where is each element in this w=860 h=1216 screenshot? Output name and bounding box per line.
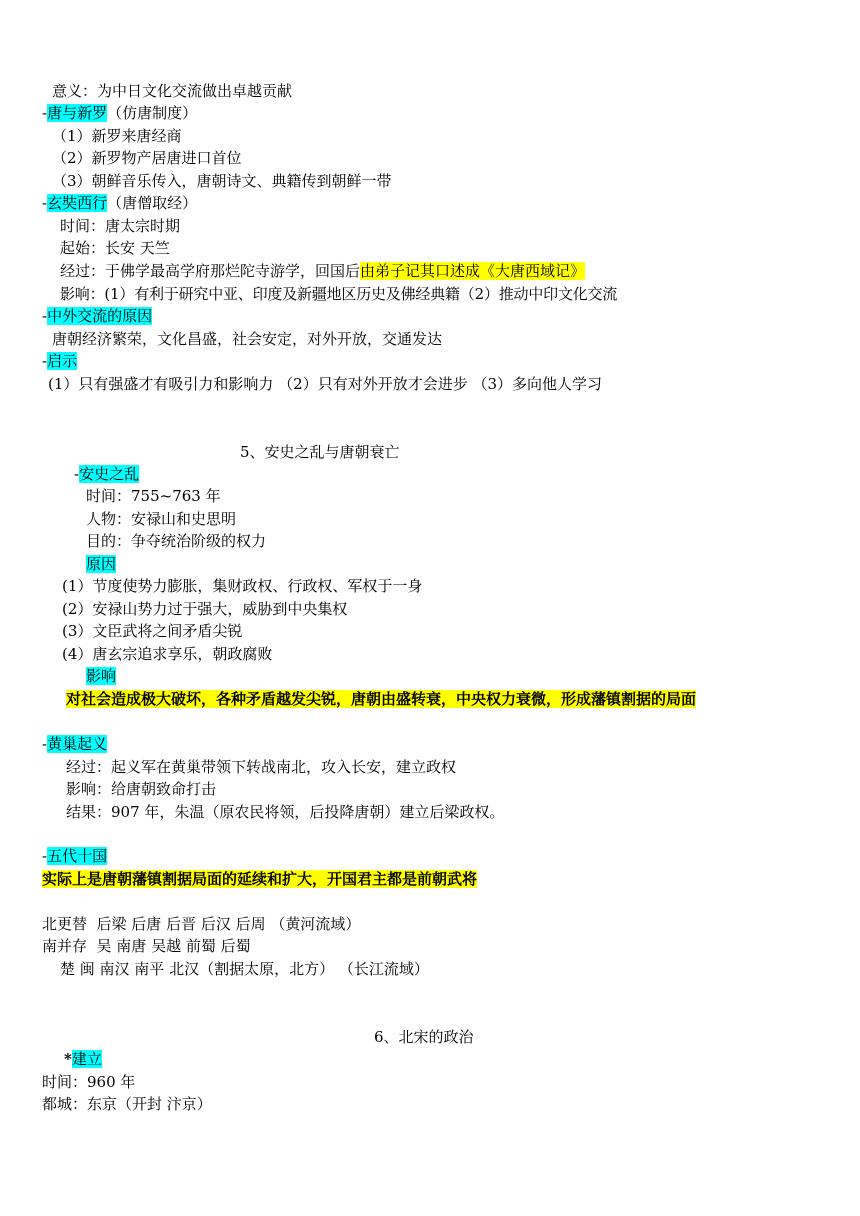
huangchao-effect: 影响：给唐朝致命打击 bbox=[66, 780, 217, 798]
xuanzang-start: 起始：长安 天竺 bbox=[60, 239, 170, 257]
highlight-wudai-text: 实际上是唐朝藩镇割据局面的延续和扩大，开国君主都是前朝武将 bbox=[42, 870, 478, 888]
anshi-effect-text bbox=[66, 689, 696, 709]
qishi-text: (1）只有强盛才有吸引力和影响力 （2）只有对外开放才会进步 （3）多向他人学习 bbox=[48, 375, 603, 393]
yiyi-line: 意义：为中日文化交流做出卓越贡献 bbox=[52, 82, 293, 100]
highlight-effect-text: 对社会造成极大破坏，各种矛盾越发尖锐，唐朝由盛转衰，中央权力衰微，形成藩镇割据的局面 bbox=[66, 690, 697, 708]
xuanzang-time: 时间：唐太宗时期 bbox=[60, 217, 181, 235]
highlight-huangchao: 黄巢起义 bbox=[47, 735, 108, 753]
highlight-process: 由弟子记其口述成《大唐西域记》 bbox=[360, 262, 586, 280]
heading-reason bbox=[42, 306, 152, 326]
anshi-effect-label bbox=[86, 666, 116, 686]
star: * bbox=[64, 1050, 72, 1068]
reason-text: 唐朝经济繁荣，文化昌盛，社会安定，对外开放，交通发达 bbox=[52, 330, 443, 348]
xinluo-item-2: （2）新罗物产居唐进口首位 bbox=[52, 149, 242, 167]
song-capital: 都城：东京（开封 汴京） bbox=[42, 1095, 212, 1113]
process-text: 经过：于佛学最高学府那烂陀寺游学，回国后 bbox=[60, 262, 361, 280]
xinluo-item-3: （3）朝鲜音乐传入，唐朝诗文、典籍传到朝鲜一带 bbox=[52, 172, 392, 190]
south-kingdoms: 楚 闽 南汉 南平 北汉（割据太原，北方） （长江流域） bbox=[60, 960, 429, 978]
heading-wudai bbox=[42, 846, 107, 866]
huangchao-result: 结果：907 年，朱温（原农民将领，后投降唐朝）建立后梁政权。 bbox=[66, 803, 505, 821]
anshi-cause-label bbox=[86, 554, 116, 574]
highlight-wudai: 五代十国 bbox=[47, 847, 108, 865]
highlight-reason: 中外交流的原因 bbox=[47, 307, 153, 325]
heading-huangchao bbox=[42, 734, 107, 754]
anshi-goal: 目的：争夺统治阶级的权力 bbox=[86, 532, 267, 550]
dash: - bbox=[42, 735, 48, 753]
highlight-xuanzang: 玄奘西行 bbox=[47, 194, 108, 212]
highlight-qishi: 启示 bbox=[47, 352, 78, 370]
heading-note: （仿唐制度） bbox=[107, 104, 198, 122]
highlight-effect: 影响 bbox=[86, 667, 117, 685]
dash: - bbox=[42, 307, 48, 325]
section-5-title: 5、安史之乱与唐朝衰亡 bbox=[240, 443, 400, 461]
south-dynasties: 南并存 吴 南唐 吴越 前蜀 后蜀 bbox=[42, 937, 251, 955]
cause-item-3: (3）文臣武将之间矛盾尖锐 bbox=[62, 622, 243, 640]
dash: - bbox=[42, 847, 48, 865]
dash: - bbox=[42, 352, 48, 370]
huangchao-process: 经过：起义军在黄巢带领下转战南北，攻入长安，建立政权 bbox=[66, 758, 457, 776]
cause-item-1: (1）节度使势力膨胀，集财政权、行政权、军权于一身 bbox=[62, 577, 423, 595]
heading-xuanzang bbox=[42, 193, 197, 213]
heading-tang-xinluo bbox=[42, 103, 197, 123]
dash: - bbox=[42, 194, 48, 212]
xuanzang-effect: 影响：(1）有利于研究中亚、印度及新疆地区历史及佛经典籍（2）推动中印文化交流 bbox=[60, 285, 618, 303]
xinluo-item-1: （1）新罗来唐经商 bbox=[52, 127, 182, 145]
heading-jianli bbox=[64, 1049, 102, 1069]
north-dynasties: 北更替 后梁 后唐 后晋 后汉 后周 （黄河流域） bbox=[42, 915, 361, 933]
xuanzang-process bbox=[60, 261, 585, 281]
wudai-text bbox=[42, 869, 477, 889]
highlight-jianli: 建立 bbox=[71, 1050, 102, 1068]
highlight-cause: 原因 bbox=[86, 555, 117, 573]
heading-anshi bbox=[74, 464, 139, 484]
heading-note: （唐僧取经） bbox=[107, 194, 198, 212]
section-6-title: 6、北宋的政治 bbox=[374, 1028, 474, 1046]
song-time: 时间：960 年 bbox=[42, 1073, 136, 1091]
anshi-people: 人物：安禄山和史思明 bbox=[86, 510, 237, 528]
dash: - bbox=[74, 465, 80, 483]
highlight-anshi: 安史之乱 bbox=[79, 465, 140, 483]
dash: - bbox=[42, 104, 48, 122]
heading-qishi bbox=[42, 351, 77, 371]
anshi-time: 时间：755~763 年 bbox=[86, 487, 221, 505]
cause-item-4: (4）唐玄宗追求享乐，朝政腐败 bbox=[62, 645, 273, 663]
highlight-tang-xinluo: 唐与新罗 bbox=[47, 104, 108, 122]
cause-item-2: (2）安禄山势力过于强大，威胁到中央集权 bbox=[62, 600, 348, 618]
